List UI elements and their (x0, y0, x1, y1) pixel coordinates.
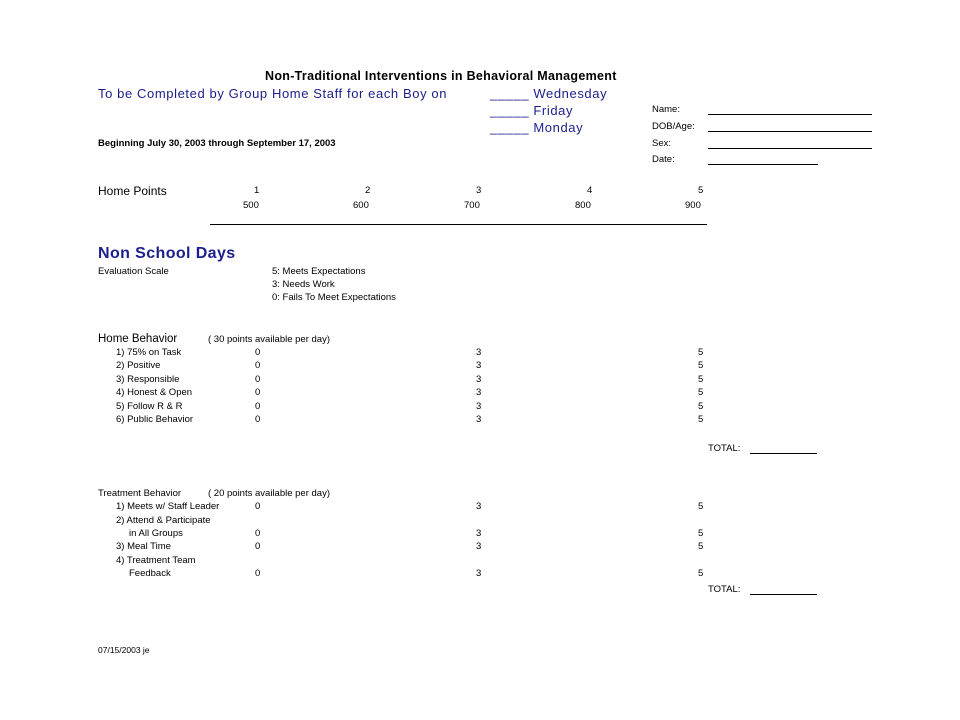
treatment-behavior-note: ( 20 points available per day) (208, 488, 330, 499)
score-5: 5 (698, 501, 704, 512)
scale-0: 0: Fails To Meet Expectations (272, 292, 396, 303)
level-1: 1 (254, 185, 260, 196)
score-3: 3 (476, 568, 482, 579)
score-3: 3 (476, 501, 482, 512)
score-3: 3 (476, 387, 482, 398)
day-blank: _____ (490, 86, 530, 101)
dob-age-label: DOB/Age: (652, 121, 695, 132)
home-behavior-total-label: TOTAL: (708, 443, 741, 454)
score-5: 5 (698, 401, 704, 412)
score-5: 5 (698, 360, 704, 371)
footer-date: 07/15/2003 je (98, 645, 150, 655)
score-0: 0 (255, 528, 261, 539)
score-0: 0 (255, 387, 261, 398)
score-5: 5 (698, 568, 704, 579)
points-600: 600 (353, 200, 369, 211)
score-5: 5 (698, 347, 704, 358)
home-behavior-total-line (750, 453, 817, 454)
list-item: 4) Honest & Open (116, 387, 193, 398)
score-3: 3 (476, 347, 482, 358)
points-800: 800 (575, 200, 591, 211)
treatment-behavior-total-line (750, 594, 817, 595)
day-option-wednesday (490, 87, 607, 100)
day-label: Friday (533, 103, 574, 118)
list-item: 6) Public Behavior (116, 414, 194, 425)
score-5: 5 (698, 414, 704, 425)
home-points-label: Home Points (98, 184, 167, 198)
score-5: 5 (698, 374, 704, 385)
list-item: 4) Treatment Team (116, 555, 196, 566)
level-4: 4 (587, 185, 593, 196)
score-3: 3 (476, 401, 482, 412)
points-500: 500 (243, 200, 259, 211)
score-0: 0 (255, 568, 261, 579)
day-option-friday (490, 104, 573, 117)
points-700: 700 (464, 200, 480, 211)
score-3: 3 (476, 414, 482, 425)
score-5: 5 (698, 528, 704, 539)
sex-field-line (708, 148, 872, 149)
date-field-line (708, 164, 818, 165)
document-title: Non-Traditional Interventions in Behavioral Management (265, 69, 617, 83)
scale-5: 5: Meets Expectations (272, 266, 366, 277)
level-2: 2 (365, 185, 371, 196)
section-heading: Non School Days (98, 245, 236, 262)
score-0: 0 (255, 541, 261, 552)
score-3: 3 (476, 541, 482, 552)
list-item: Feedback (129, 568, 171, 579)
score-5: 5 (698, 541, 704, 552)
home-points-rule (210, 224, 707, 225)
name-field-line (708, 114, 872, 115)
home-behavior-note: ( 30 points available per day) (208, 334, 330, 345)
level-5: 5 (698, 185, 704, 196)
home-behavior-label: Home Behavior (98, 333, 178, 345)
level-3: 3 (476, 185, 482, 196)
score-0: 0 (255, 360, 261, 371)
day-label: Monday (533, 120, 584, 135)
list-item: 3) Meal Time (116, 541, 171, 552)
treatment-behavior-total-label: TOTAL: (708, 584, 741, 595)
score-0: 0 (255, 414, 261, 425)
list-item: 2) Positive (116, 360, 161, 371)
scale-3: 3: Needs Work (272, 279, 335, 290)
list-item: 5) Follow R & R (116, 401, 183, 412)
score-3: 3 (476, 374, 482, 385)
score-0: 0 (255, 374, 261, 385)
name-label: Name: (652, 104, 680, 115)
list-item: 3) Responsible (116, 374, 180, 385)
score-0: 0 (255, 501, 261, 512)
score-5: 5 (698, 387, 704, 398)
list-item: 2) Attend & Participate (116, 515, 211, 526)
sex-label: Sex: (652, 138, 672, 149)
list-item: 1) 75% on Task (116, 347, 182, 358)
score-0: 0 (255, 347, 261, 358)
list-item: 1) Meets w/ Staff Leader (116, 501, 220, 512)
dob-age-field-line (708, 131, 872, 132)
date-label: Date: (652, 154, 675, 165)
score-3: 3 (476, 360, 482, 371)
day-blank: _____ (490, 103, 530, 118)
day-label: Wednesday (533, 86, 608, 101)
points-900: 900 (685, 200, 701, 211)
evaluation-scale-label: Evaluation Scale (98, 266, 169, 277)
score-3: 3 (476, 528, 482, 539)
list-item: in All Groups (129, 528, 183, 539)
day-option-monday (490, 121, 583, 134)
day-blank: _____ (490, 120, 530, 135)
date-range: Beginning July 30, 2003 through September 17, 2003 (98, 138, 336, 149)
treatment-behavior-label: Treatment Behavior (98, 488, 182, 499)
document-subtitle: To be Completed by Group Home Staff for each Boy on (98, 86, 448, 101)
score-0: 0 (255, 401, 261, 412)
